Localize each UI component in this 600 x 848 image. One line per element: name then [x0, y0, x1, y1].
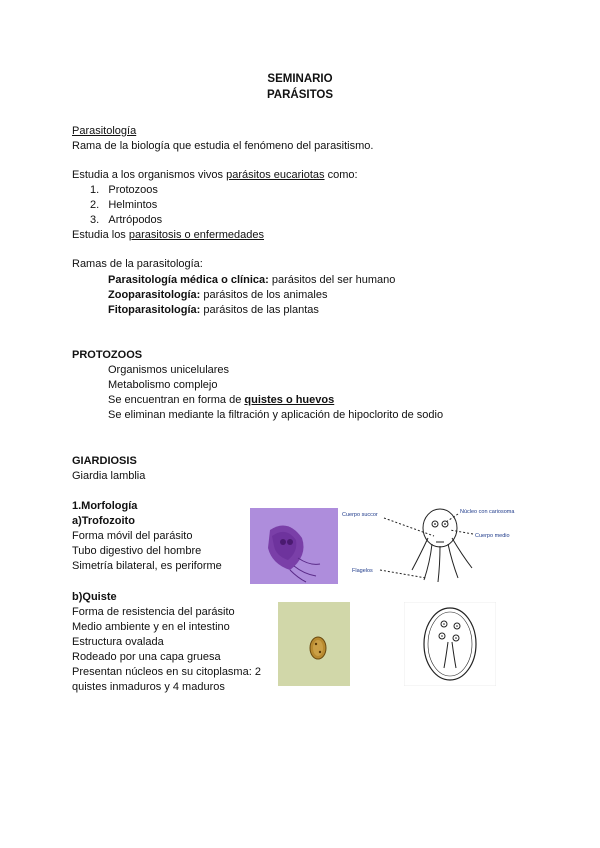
label-cuerpo-medio: Cuerpo medio [475, 533, 510, 539]
quiste-line: Presentan núcleos en su citoplasma: 2 [72, 666, 261, 678]
branch-desc: parásitos de las plantas [200, 304, 319, 316]
also-line [72, 228, 264, 243]
branches-heading: Ramas de la parasitología: [72, 258, 203, 270]
also-link: parasitosis o enfermedades [128, 229, 265, 241]
list-text: Helmintos [108, 199, 158, 211]
branch-item [108, 273, 395, 288]
protozoos-line [108, 393, 334, 408]
protozoos-heading: PROTOZOOS [72, 349, 143, 361]
page-title: SEMINARIO [267, 73, 333, 85]
definition-text: Rama de la biología que estudia el fenómeno del parasitismo. [72, 140, 374, 152]
list-number: 3. [90, 214, 100, 226]
trofozoito-line: Simetría bilateral, es periforme [72, 560, 222, 572]
also-prefix: Estudia los [72, 229, 129, 241]
protozoos-line3-bold: quistes o huevos [244, 394, 335, 406]
quiste-line: Forma de resistencia del parásito [72, 606, 235, 618]
branch-item [108, 303, 319, 318]
protozoos-line: Organismos unicelulares [108, 364, 230, 376]
studies-link: parásitos eucariotas [226, 169, 325, 181]
trofozoito-diagram [340, 500, 560, 590]
list-number: 1. [90, 184, 100, 196]
branch-desc: parásitos de los animales [200, 289, 328, 301]
list-item [90, 198, 157, 213]
list-text: Protozoos [108, 184, 158, 196]
quiste-micrograph [278, 602, 350, 686]
diagram-body [423, 509, 457, 547]
quiste-line: Rodeado por una capa gruesa [72, 651, 221, 663]
branch-term: Fitoparasitología: [108, 304, 201, 316]
label-nucleo: Núcleo con cariosoma [460, 509, 515, 515]
quiste-diagram [404, 602, 496, 686]
quiste-line: Estructura ovalada [72, 636, 164, 648]
quiste-line: quistes inmaduros y 4 maduros [72, 681, 225, 693]
quiste-heading: b)Quiste [72, 591, 117, 603]
trofozoito-heading: a)Trofozoito [72, 515, 135, 527]
trofozoito-line: Tubo digestivo del hombre [72, 545, 202, 557]
studies-prefix: Estudia a los organismos vivos [72, 169, 227, 181]
page-subtitle: PARÁSITOS [266, 89, 334, 101]
branch-term: Parasitología médica o clínica: [108, 274, 269, 286]
protozoos-line3-prefix: Se encuentran en forma de [108, 394, 245, 406]
list-item [90, 183, 158, 198]
studies-line [72, 168, 358, 183]
trofozoito-line: Forma móvil del parásito [72, 530, 193, 542]
quiste-line: Medio ambiente y en el intestino [72, 621, 230, 633]
studies-suffix: como: [324, 169, 358, 181]
trofozoito-micrograph [250, 508, 338, 584]
giardiosis-heading: GIARDIOSIS [72, 455, 137, 467]
branch-term: Zooparasitología: [108, 289, 201, 301]
branch-desc: parásitos del ser humano [268, 274, 396, 286]
branch-item [108, 288, 327, 303]
giardiosis-species: Giardia lamblia [72, 470, 146, 482]
label-flagelos: Flagelos [352, 568, 373, 574]
list-text: Artrópodos [108, 214, 163, 226]
protozoos-line: Metabolismo complejo [108, 379, 218, 391]
protozoos-line: Se eliminan mediante la filtración y aplicación de hipoclorito de sodio [108, 409, 444, 421]
label-cuerpo-succor: Cuerpo succor [342, 512, 378, 518]
morfologia-heading: 1.Morfología [72, 500, 138, 512]
list-item [90, 213, 162, 228]
list-number: 2. [90, 199, 100, 211]
section-heading-parasitologia: Parasitología [72, 125, 137, 137]
